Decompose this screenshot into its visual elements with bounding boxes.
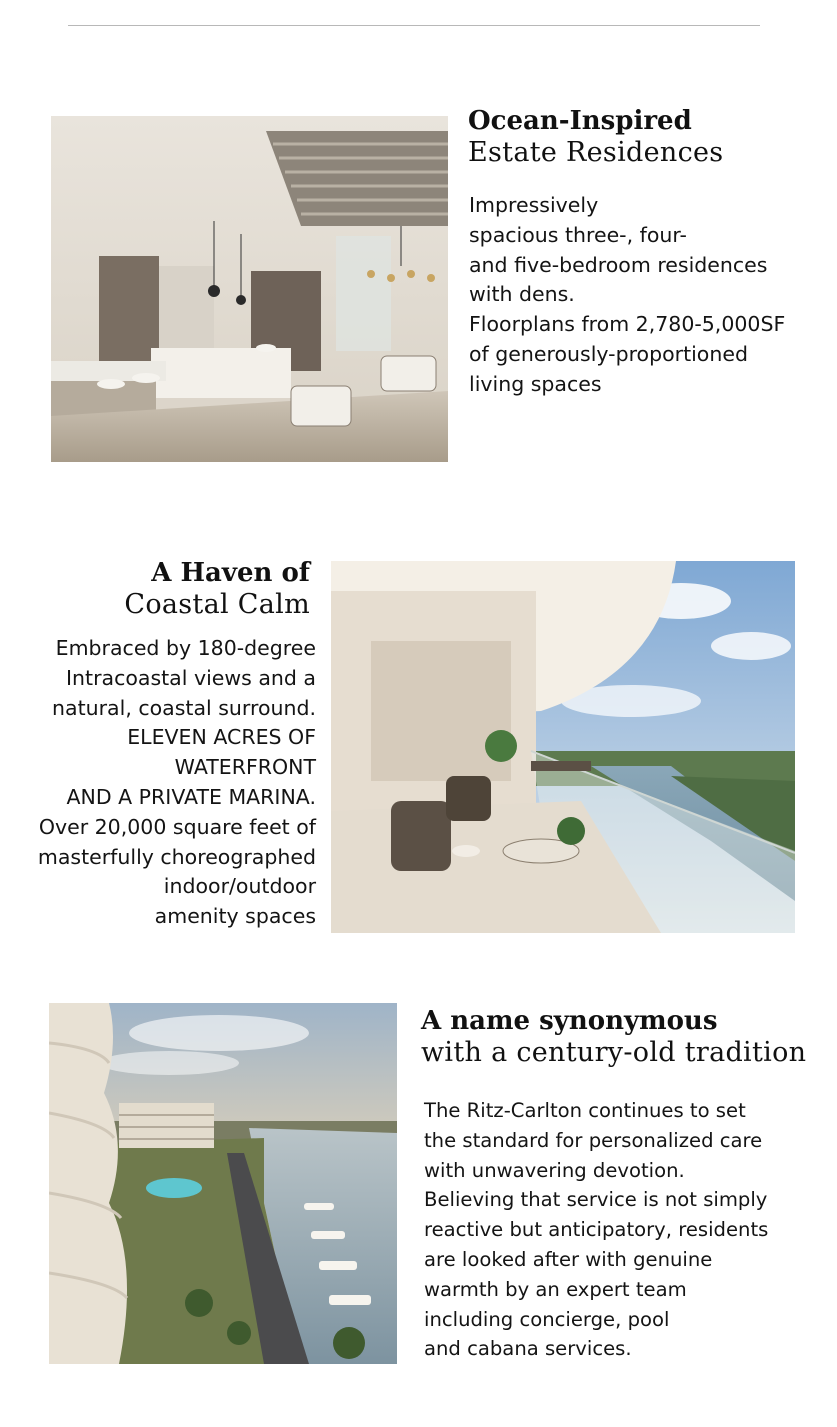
terrace-view-image bbox=[331, 561, 795, 933]
section-2-description: Embraced by 180-degree Intracoastal views and a natural, coastal surround. ELEVEN ACRES OF WATERFRONT AND A PRIVATE MARINA. Over 20,000 square feet of masterfully choreographed indoor/outdoor amenity spaces bbox=[37, 636, 316, 929]
top-divider bbox=[68, 25, 760, 26]
section-2-heading-regular: Coastal Calm bbox=[124, 589, 310, 621]
section-3-heading-bold: A name synonymous bbox=[421, 1006, 718, 1036]
section-3-heading bbox=[421, 1006, 806, 1070]
section-1-description: Impressively spacious three-, four- and five-bedroom residences with dens. Floorplans from 2,780-5,000SF of generously-proportioned living spaces bbox=[469, 193, 786, 396]
section-3-description: The Ritz-Carlton continues to set the standard for personalized care with unwavering devotion. Believing that service is not simply reactive but anticipatory, residents are looked after with genuine warmth by an expert team including concierge, pool and cabana services. bbox=[424, 1099, 769, 1361]
section-2-heading bbox=[124, 558, 310, 622]
aerial-marina-image bbox=[49, 1003, 397, 1364]
section-2-heading-bold: A Haven of bbox=[151, 558, 310, 588]
section-1-heading bbox=[468, 106, 723, 170]
section-1-heading-regular: Estate Residences bbox=[468, 137, 724, 169]
section-3-heading-regular: with a century-old tradition bbox=[421, 1037, 807, 1069]
kitchen-interior-image bbox=[51, 116, 448, 462]
section-1-heading-bold: Ocean-Inspired bbox=[468, 106, 692, 136]
